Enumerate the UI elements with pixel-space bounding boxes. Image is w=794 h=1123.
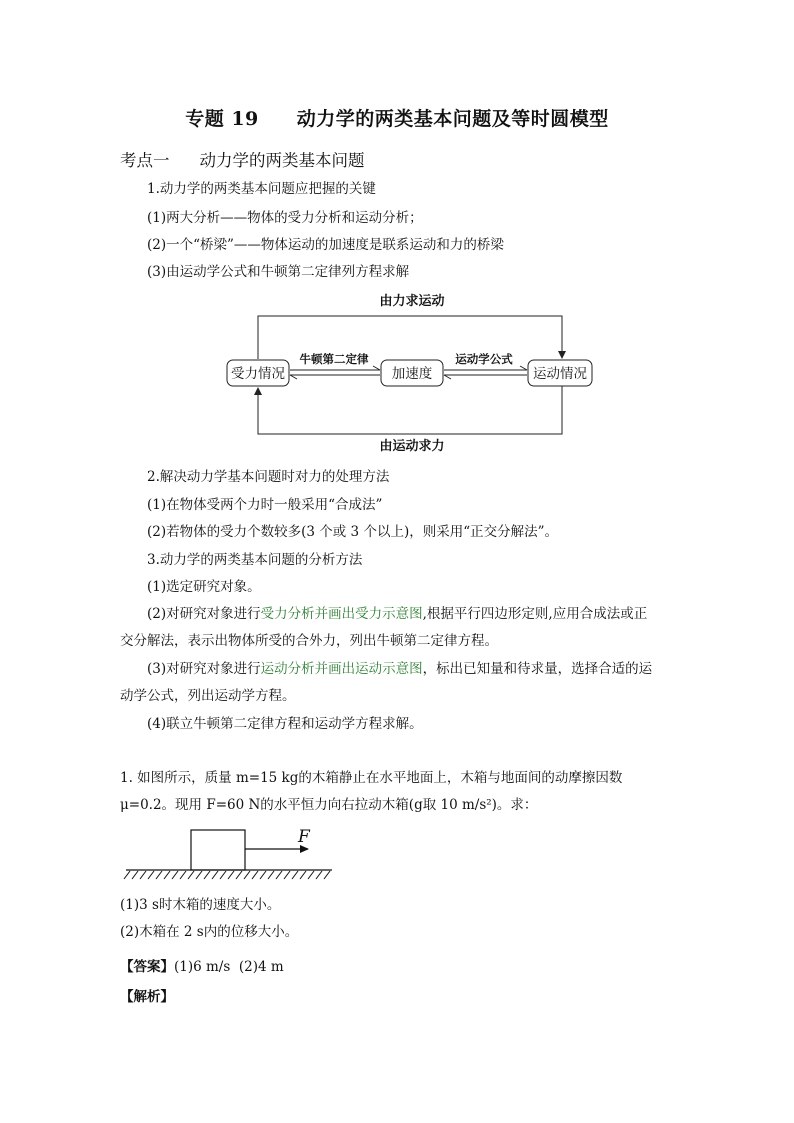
part2-item-2: (2)若物体的受力个数较多(3 个或 3 个以上)，则采用“正交分解法”。 [147, 524, 559, 540]
part3-heading: 3.动力学的两类基本问题的分析方法 [147, 552, 363, 568]
right-arrow-label: 运动学公式 [455, 352, 513, 366]
part3-item-1: (1)选定研究对象。 [147, 579, 261, 595]
box-motion-text: 运动情况 [533, 366, 587, 382]
part1-item-1: (1)两大分析——物体的受力分析和运动分析； [147, 210, 423, 226]
part3-item-2-highlight: 受力分析并画出受力示意图 [260, 606, 423, 622]
part3-item-3 [147, 660, 652, 678]
part1-item-2: (2)一个“桥梁”——物体运动的加速度是联系运动和力的桥梁 [147, 237, 504, 253]
force-motion-diagram [0, 0, 794, 470]
analysis-tag: 【解析】 [120, 989, 174, 1005]
problem-line-1: 1. 如图所示，质量 m=15 kg的木箱静止在水平地面上，木箱与地面间的动摩擦因数 [120, 770, 623, 786]
part2-item-1: (1)在物体受两个力时一般采用“合成法” [147, 497, 383, 513]
section-name: 动力学的两类基本问题 [199, 151, 365, 170]
section-label: 考点一 [120, 151, 170, 170]
title-main: 动力学的两类基本问题及等时圆模型 [296, 108, 609, 130]
ground-hatch [124, 871, 330, 879]
part3-item-4: (4)联立牛顿第二定律方程和运动学方程求解。 [147, 716, 423, 732]
bottom-loop-arrow [258, 386, 562, 434]
part3-item-2 [147, 605, 647, 623]
answer-tag: 【答案】 [120, 959, 174, 975]
diagram-bottom-label: 由运动求力 [379, 439, 445, 454]
crate-box [191, 830, 245, 870]
answer-text: (1)6 m/s (2)4 m [174, 959, 284, 975]
box-acceleration-text: 加速度 [391, 366, 433, 382]
crate-figure [120, 818, 340, 884]
answer-line [120, 958, 284, 976]
box-force-text: 受力情况 [231, 366, 285, 382]
part3-item-2-line2: 交分解法，表示出物体所受的合外力，列出牛顿第二定律方程。 [120, 633, 498, 649]
problem-line-2: μ=0.2。现用 F=60 N的水平恒力向右拉动木箱(g取 10 m/s²)。求： [120, 797, 538, 813]
part1-item-3: (3)由运动学公式和牛顿第二定律列方程求解 [147, 264, 410, 280]
part3-item-3-highlight: 运动分析并画出运动示意图 [260, 661, 423, 677]
part3-item-2-pre: (2)对研究对象进行 [147, 606, 261, 622]
part3-item-2-post: ,根据平行四边形定则,应用合成法或正 [422, 606, 648, 622]
part3-item-3-line2: 动学公式，列出运动学方程。 [120, 688, 296, 704]
diagram-top-label: 由力求运动 [379, 294, 445, 309]
question-1: (1)3 s时木箱的速度大小。 [120, 897, 281, 913]
part2-heading: 2.解决动力学基本问题时对力的处理方法 [147, 469, 390, 485]
title-prefix: 专题 19 [185, 108, 259, 130]
question-2: (2)木箱在 2 s内的位移大小。 [120, 924, 299, 940]
part1-heading: 1.动力学的两类基本问题应把握的关键 [147, 181, 376, 197]
force-label: F [298, 827, 310, 847]
part3-item-3-post: ，标出已知量和待求量，选择合适的运 [422, 661, 653, 677]
left-arrow-label: 牛顿第二定律 [299, 352, 369, 366]
left-double-arrow [290, 366, 380, 379]
part3-item-3-pre: (3)对研究对象进行 [147, 661, 261, 677]
right-double-arrow [444, 366, 527, 379]
